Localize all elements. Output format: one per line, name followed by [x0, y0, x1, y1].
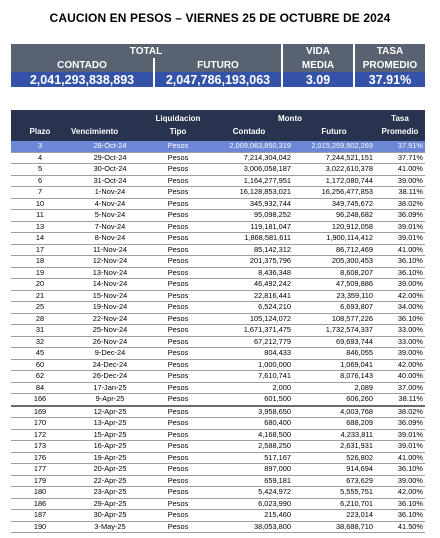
table-row	[11, 359, 425, 371]
summary-vida-label: VIDA	[282, 44, 354, 58]
cell-vencimiento: 12-Nov-24	[69, 256, 151, 268]
table-row	[11, 452, 425, 464]
cell-vencimiento: 13-Nov-24	[69, 267, 151, 279]
cell-tipo: Pesos	[151, 452, 205, 464]
cell-contado: 659,181	[205, 475, 293, 487]
cell-tipo: Pesos	[151, 475, 205, 487]
summary-tasa-label: TASA	[354, 44, 425, 58]
cell-plazo: 17	[11, 244, 69, 256]
cell-vencimiento: 23-Apr-25	[69, 487, 151, 499]
cell-contado: 85,142,312	[205, 244, 293, 256]
cell-futuro: 846,055	[293, 348, 375, 360]
cell-vencimiento: 22-Nov-24	[69, 313, 151, 325]
header-plazo: Plazo	[11, 125, 69, 141]
cell-plazo: 176	[11, 452, 69, 464]
cell-tasa: 37.71%	[375, 152, 425, 164]
cell-futuro: 1,172,080,744	[293, 175, 375, 187]
cell-futuro: 2,631,931	[293, 441, 375, 453]
cell-tasa: 41.50%	[375, 521, 425, 533]
cell-vencimiento: 8-Nov-24	[69, 233, 151, 245]
cell-tasa: 39.01%	[375, 233, 425, 245]
cell-futuro: 606,260	[293, 394, 375, 406]
cell-contado: 1,164,277,951	[205, 175, 293, 187]
cell-futuro: 688,209	[293, 418, 375, 430]
cell-contado: 105,124,072	[205, 313, 293, 325]
cell-futuro: 2,015,259,502,269	[293, 141, 375, 152]
table-row	[11, 510, 425, 522]
cell-tasa: 39.00%	[375, 348, 425, 360]
cell-plazo: 186	[11, 498, 69, 510]
cell-contado: 6,524,210	[205, 302, 293, 314]
cell-tasa: 36.10%	[375, 256, 425, 268]
summary-contado-label: CONTADO	[11, 58, 154, 72]
cell-futuro: 86,712,469	[293, 244, 375, 256]
cell-tipo: Pesos	[151, 429, 205, 441]
table-row	[11, 267, 425, 279]
cell-tipo: Pesos	[151, 464, 205, 476]
cell-vencimiento: 3-May-25	[69, 521, 151, 533]
table-row	[11, 441, 425, 453]
table-row	[11, 336, 425, 348]
table-row	[11, 429, 425, 441]
table-row	[11, 187, 425, 199]
cell-plazo: 170	[11, 418, 69, 430]
cell-vencimiento: 28-Oct-24	[69, 141, 151, 152]
cell-tipo: Pesos	[151, 210, 205, 222]
cell-tipo: Pesos	[151, 141, 205, 152]
cell-tasa: 36.10%	[375, 510, 425, 522]
cell-tipo: Pesos	[151, 256, 205, 268]
cell-contado: 201,375,796	[205, 256, 293, 268]
cell-tasa: 41.00%	[375, 164, 425, 176]
cell-tasa: 37.00%	[375, 382, 425, 394]
detail-header-row-1	[11, 110, 425, 125]
cell-contado: 3,006,058,187	[205, 164, 293, 176]
cell-contado: 119,181,047	[205, 221, 293, 233]
header-vencimiento: Vencimiento	[69, 125, 151, 141]
cell-vencimiento: 26-Dec-24	[69, 371, 151, 383]
cell-vencimiento: 5-Nov-24	[69, 210, 151, 222]
table-row	[11, 348, 425, 360]
cell-futuro: 108,577,226	[293, 313, 375, 325]
table-row	[11, 464, 425, 476]
cell-plazo: 18	[11, 256, 69, 268]
cell-tipo: Pesos	[151, 441, 205, 453]
cell-futuro: 6,693,807	[293, 302, 375, 314]
cell-contado: 7,214,304,042	[205, 152, 293, 164]
cell-tasa: 39.01%	[375, 441, 425, 453]
cell-tasa: 38.02%	[375, 198, 425, 210]
cell-plazo: 166	[11, 394, 69, 406]
cell-futuro: 1,900,114,412	[293, 233, 375, 245]
cell-plazo: 32	[11, 336, 69, 348]
cell-tasa: 42.00%	[375, 487, 425, 499]
cell-vencimiento: 29-Oct-24	[69, 152, 151, 164]
cell-tipo: Pesos	[151, 371, 205, 383]
cell-vencimiento: 25-Nov-24	[69, 325, 151, 337]
cell-contado: 38,053,800	[205, 521, 293, 533]
cell-plazo: 84	[11, 382, 69, 394]
cell-plazo: 4	[11, 152, 69, 164]
cell-futuro: 120,912,058	[293, 221, 375, 233]
cell-plazo: 6	[11, 175, 69, 187]
cell-vencimiento: 14-Nov-24	[69, 279, 151, 291]
cell-tipo: Pesos	[151, 382, 205, 394]
cell-plazo: 14	[11, 233, 69, 245]
header-promedio: Promedio	[375, 125, 425, 141]
cell-tasa: 36.10%	[375, 498, 425, 510]
page-title: CAUCION EN PESOS – VIERNES 25 DE OCTUBRE DE 2024	[49, 11, 391, 25]
cell-tipo: Pesos	[151, 279, 205, 291]
cell-futuro: 47,509,886	[293, 279, 375, 291]
cell-plazo: 31	[11, 325, 69, 337]
cell-contado: 1,868,581,611	[205, 233, 293, 245]
cell-contado: 345,932,744	[205, 198, 293, 210]
cell-contado: 5,424,972	[205, 487, 293, 499]
cell-futuro: 23,359,110	[293, 290, 375, 302]
cell-contado: 8,436,348	[205, 267, 293, 279]
table-row	[11, 302, 425, 314]
table-row	[11, 244, 425, 256]
cell-tipo: Pesos	[151, 394, 205, 406]
table-row	[11, 279, 425, 291]
table-row	[11, 406, 425, 418]
table-row	[11, 382, 425, 394]
cell-tipo: Pesos	[151, 348, 205, 360]
cell-futuro: 5,555,751	[293, 487, 375, 499]
cell-contado: 215,460	[205, 510, 293, 522]
table-row	[11, 325, 425, 337]
header-tipo: Tipo	[151, 125, 205, 141]
cell-tasa: 41.00%	[375, 244, 425, 256]
cell-vencimiento: 30-Apr-25	[69, 510, 151, 522]
cell-plazo: 172	[11, 429, 69, 441]
cell-tipo: Pesos	[151, 267, 205, 279]
cell-tipo: Pesos	[151, 290, 205, 302]
cell-plazo: 10	[11, 198, 69, 210]
cell-tipo: Pesos	[151, 175, 205, 187]
cell-tasa: 38.02%	[375, 406, 425, 418]
cell-tasa: 37.91%	[375, 141, 425, 152]
cell-contado: 4,168,500	[205, 429, 293, 441]
cell-contado: 95,098,252	[205, 210, 293, 222]
cell-vencimiento: 11-Nov-24	[69, 244, 151, 256]
summary-tasa-promedio-value: 37.91%	[354, 72, 425, 87]
table-row	[11, 487, 425, 499]
cell-plazo: 45	[11, 348, 69, 360]
summary-vida-media-value: 3.09	[282, 72, 354, 87]
cell-tipo: Pesos	[151, 302, 205, 314]
summary-futuro-value: 2,047,786,193,063	[154, 72, 282, 87]
cell-tipo: Pesos	[151, 510, 205, 522]
cell-plazo: 190	[11, 521, 69, 533]
summary-header-row-2	[11, 58, 425, 72]
cell-vencimiento: 7-Nov-24	[69, 221, 151, 233]
cell-tasa: 39.00%	[375, 175, 425, 187]
cell-contado: 3,958,650	[205, 406, 293, 418]
cell-plazo: 169	[11, 406, 69, 418]
cell-plazo: 179	[11, 475, 69, 487]
table-row	[11, 394, 425, 406]
cell-vencimiento: 31-Oct-24	[69, 175, 151, 187]
cell-vencimiento: 24-Dec-24	[69, 359, 151, 371]
cell-vencimiento: 19-Nov-24	[69, 302, 151, 314]
detail-table-body	[11, 141, 425, 533]
cell-futuro: 4,233,811	[293, 429, 375, 441]
cell-tipo: Pesos	[151, 244, 205, 256]
table-row	[11, 521, 425, 533]
cell-futuro: 205,300,453	[293, 256, 375, 268]
detail-table	[11, 110, 425, 533]
summary-table	[11, 44, 425, 87]
cell-tipo: Pesos	[151, 164, 205, 176]
cell-plazo: 11	[11, 210, 69, 222]
table-row	[11, 498, 425, 510]
cell-futuro: 96,248,682	[293, 210, 375, 222]
cell-contado: 2,009,063,850,319	[205, 141, 293, 152]
cell-futuro: 8,076,143	[293, 371, 375, 383]
cell-contado: 2,588,250	[205, 441, 293, 453]
table-row	[11, 141, 425, 152]
cell-plazo: 28	[11, 313, 69, 325]
cell-tipo: Pesos	[151, 498, 205, 510]
table-row	[11, 371, 425, 383]
cell-plazo: 180	[11, 487, 69, 499]
cell-tipo: Pesos	[151, 406, 205, 418]
cell-plazo: 7	[11, 187, 69, 199]
cell-plazo: 21	[11, 290, 69, 302]
cell-tasa: 36.10%	[375, 464, 425, 476]
cell-contado: 897,000	[205, 464, 293, 476]
cell-plazo: 3	[11, 141, 69, 152]
table-row	[11, 290, 425, 302]
cell-contado: 804,433	[205, 348, 293, 360]
cell-tasa: 36.09%	[375, 418, 425, 430]
cell-plazo: 187	[11, 510, 69, 522]
table-row	[11, 313, 425, 325]
header-liquidacion: Liquidacion	[151, 110, 205, 125]
table-row	[11, 152, 425, 164]
cell-contado: 22,816,441	[205, 290, 293, 302]
summary-futuro-label: FUTURO	[154, 58, 282, 72]
cell-tipo: Pesos	[151, 487, 205, 499]
cell-futuro: 16,256,477,853	[293, 187, 375, 199]
cell-tasa: 38.11%	[375, 394, 425, 406]
cell-plazo: 177	[11, 464, 69, 476]
cell-tipo: Pesos	[151, 325, 205, 337]
cell-vencimiento: 20-Apr-25	[69, 464, 151, 476]
cell-tipo: Pesos	[151, 359, 205, 371]
cell-vencimiento: 29-Apr-25	[69, 498, 151, 510]
summary-contado-value: 2,041,293,838,893	[11, 72, 154, 87]
cell-contado: 2,000	[205, 382, 293, 394]
cell-vencimiento: 15-Apr-25	[69, 429, 151, 441]
cell-contado: 680,400	[205, 418, 293, 430]
cell-vencimiento: 1-Nov-24	[69, 187, 151, 199]
cell-contado: 517,167	[205, 452, 293, 464]
cell-contado: 1,000,000	[205, 359, 293, 371]
cell-vencimiento: 19-Apr-25	[69, 452, 151, 464]
cell-futuro: 4,003,768	[293, 406, 375, 418]
table-row	[11, 256, 425, 268]
header-tasa: Tasa	[375, 110, 425, 125]
cell-plazo: 20	[11, 279, 69, 291]
cell-tipo: Pesos	[151, 313, 205, 325]
cell-contado: 7,610,741	[205, 371, 293, 383]
cell-plazo: 60	[11, 359, 69, 371]
cell-tipo: Pesos	[151, 521, 205, 533]
cell-futuro: 69,693,744	[293, 336, 375, 348]
cell-tipo: Pesos	[151, 152, 205, 164]
header-contado: Contado	[205, 125, 293, 141]
cell-tasa: 39.00%	[375, 279, 425, 291]
cell-vencimiento: 22-Apr-25	[69, 475, 151, 487]
cell-tasa: 42.00%	[375, 359, 425, 371]
cell-plazo: 13	[11, 221, 69, 233]
cell-futuro: 914,694	[293, 464, 375, 476]
table-row	[11, 221, 425, 233]
cell-tasa: 40.00%	[375, 371, 425, 383]
cell-futuro: 7,244,521,151	[293, 152, 375, 164]
table-row	[11, 475, 425, 487]
cell-tasa: 36.10%	[375, 313, 425, 325]
cell-vencimiento: 4-Nov-24	[69, 198, 151, 210]
cell-futuro: 1,732,574,337	[293, 325, 375, 337]
summary-values-row	[11, 72, 425, 87]
cell-plazo: 5	[11, 164, 69, 176]
cell-plazo: 173	[11, 441, 69, 453]
detail-table-header	[11, 110, 425, 141]
summary-header-row-1	[11, 44, 425, 58]
cell-futuro: 349,745,672	[293, 198, 375, 210]
detail-header-row-2	[11, 125, 425, 141]
cell-contado: 67,212,779	[205, 336, 293, 348]
summary-promedio-label: PROMEDIO	[354, 58, 425, 72]
cell-tasa: 33.00%	[375, 325, 425, 337]
cell-futuro: 1,069,041	[293, 359, 375, 371]
cell-contado: 6,023,990	[205, 498, 293, 510]
cell-tasa: 36.10%	[375, 267, 425, 279]
cell-futuro: 3,022,610,378	[293, 164, 375, 176]
cell-tasa: 36.09%	[375, 210, 425, 222]
cell-contado: 601,500	[205, 394, 293, 406]
cell-tipo: Pesos	[151, 233, 205, 245]
cell-contado: 16,128,853,021	[205, 187, 293, 199]
cell-futuro: 223,014	[293, 510, 375, 522]
cell-vencimiento: 13-Apr-25	[69, 418, 151, 430]
cell-tasa: 39.01%	[375, 429, 425, 441]
cell-futuro: 6,210,701	[293, 498, 375, 510]
cell-plazo: 25	[11, 302, 69, 314]
cell-tasa: 39.01%	[375, 221, 425, 233]
cell-vencimiento: 17-Jan-25	[69, 382, 151, 394]
summary-total-label: TOTAL	[11, 44, 282, 58]
cell-futuro: 673,629	[293, 475, 375, 487]
cell-contado: 46,492,242	[205, 279, 293, 291]
header-futuro: Futuro	[293, 125, 375, 141]
table-row	[11, 198, 425, 210]
cell-tasa: 41.00%	[375, 452, 425, 464]
cell-vencimiento: 9-Dec-24	[69, 348, 151, 360]
cell-vencimiento: 15-Nov-24	[69, 290, 151, 302]
cell-futuro: 2,089	[293, 382, 375, 394]
cell-plazo: 19	[11, 267, 69, 279]
cell-tipo: Pesos	[151, 187, 205, 199]
cell-tasa: 39.00%	[375, 475, 425, 487]
cell-futuro: 38,688,710	[293, 521, 375, 533]
table-row	[11, 233, 425, 245]
cell-plazo: 62	[11, 371, 69, 383]
cell-futuro: 8,608,207	[293, 267, 375, 279]
cell-vencimiento: 30-Oct-24	[69, 164, 151, 176]
table-row	[11, 418, 425, 430]
table-row	[11, 175, 425, 187]
cell-vencimiento: 16-Apr-25	[69, 441, 151, 453]
table-row	[11, 210, 425, 222]
summary-media-label: MEDIA	[282, 58, 354, 72]
cell-tipo: Pesos	[151, 418, 205, 430]
cell-vencimiento: 12-Apr-25	[69, 406, 151, 418]
table-row	[11, 164, 425, 176]
cell-tasa: 33.00%	[375, 336, 425, 348]
cell-contado: 1,671,371,475	[205, 325, 293, 337]
cell-tipo: Pesos	[151, 198, 205, 210]
cell-tasa: 42.00%	[375, 290, 425, 302]
cell-futuro: 526,802	[293, 452, 375, 464]
cell-tasa: 34.00%	[375, 302, 425, 314]
cell-tasa: 38.11%	[375, 187, 425, 199]
cell-vencimiento: 9-Apr-25	[69, 394, 151, 406]
cell-vencimiento: 26-Nov-24	[69, 336, 151, 348]
cell-tipo: Pesos	[151, 221, 205, 233]
cell-tipo: Pesos	[151, 336, 205, 348]
header-monto: Monto	[205, 110, 375, 125]
